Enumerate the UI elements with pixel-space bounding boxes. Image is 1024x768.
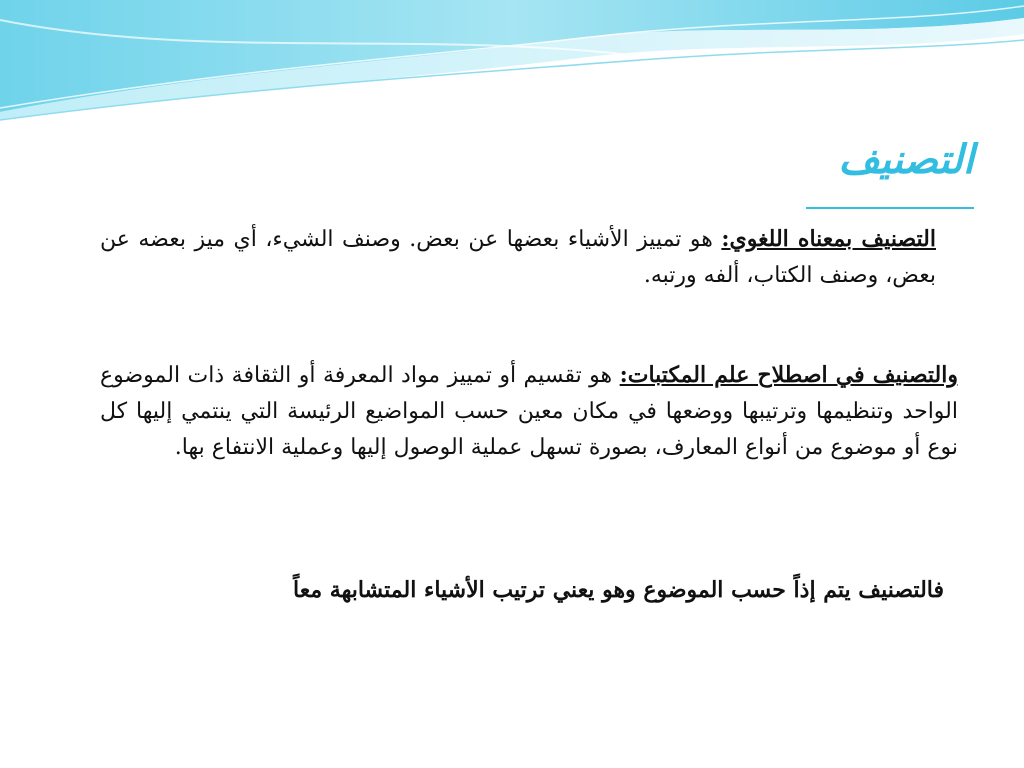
term-linguistic: التصنيف بمعناه اللغوي: bbox=[721, 226, 936, 252]
paragraph-linguistic-definition bbox=[100, 221, 936, 294]
paragraph-text: هو تقسيم أو تمييز مواد المعرفة أو الثقافة ذات الموضوع الواحد وتنظيمها وترتيبها ووضعها في مكان معين حسب المواضيع الرئيسة التي ينتمي إليها كل نوع أو موضوع من أنواع المعارف، بصورة تسهل عملية الوصول إليها وعملية الانتفاع بها. bbox=[100, 363, 958, 460]
title-underline bbox=[806, 207, 974, 209]
slide-title: التصنيف bbox=[838, 136, 974, 183]
decorative-wave-banner bbox=[0, 0, 1024, 130]
conclusion-text: فالتصنيف يتم إذاً حسب الموضوع وهو يعني ترتيب الأشياء المتشابهة معاً bbox=[293, 577, 944, 603]
paragraph-text: هو تمييز الأشياء بعضها عن بعض. وصنف الشيء، أي ميز بعضه عن بعض، وصنف الكتاب، ألفه ورتبه. bbox=[100, 227, 936, 288]
term-library-science: والتصنيف في اصطلاح علم المكتبات: bbox=[619, 362, 958, 388]
paragraph-library-science-definition bbox=[100, 357, 958, 466]
paragraph-conclusion bbox=[60, 572, 944, 608]
